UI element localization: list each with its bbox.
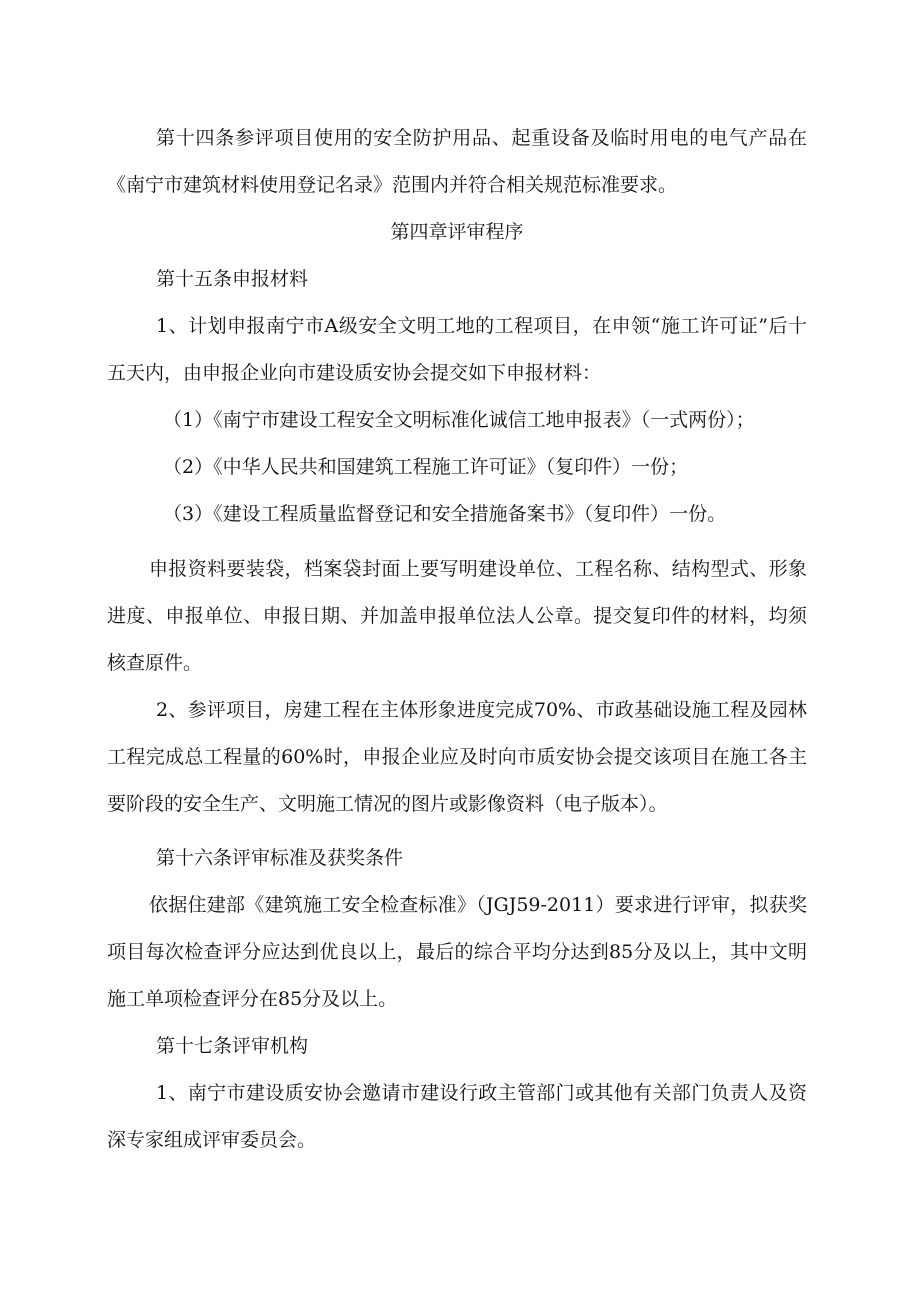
chapter-4-heading: 第四章评审程序	[390, 221, 524, 243]
article-16-heading: 第十六条评审标准及获奖条件	[156, 847, 404, 869]
article-15-heading: 第十五条申报材料	[156, 268, 309, 290]
article-15-clause-1: 1、计划申报南宁市A级安全文明工地的工程项目，在申领“施工许可证”后十五天内，由申报企业向市建设质安协会提交如下申报材料：	[107, 315, 807, 384]
article-17-clause-1: 1、南宁市建设质安协会邀请市建设行政主管部门或其他有关部门负责人及资深专家组成评审委员会。	[107, 1082, 807, 1151]
article-17-heading: 第十七条评审机构	[156, 1035, 309, 1057]
material-item-3: （3）《建设工程质量监督登记和安全措施备案书》（复印件）一份。	[163, 503, 727, 525]
material-item-1: （1）《南宁市建设工程安全文明标准化诚信工地申报表》（一式两份）；	[163, 409, 755, 431]
packaging-paragraph: 申报资料要装袋，档案袋封面上要写明建设单位、工程名称、结构型式、形象进度、申报单位、申报日期、并加盖申报单位法人公章。提交复印件的材料，均须核查原件。	[107, 558, 807, 674]
article-14-paragraph: 第十四条参评项目使用的安全防护用品、起重设备及临时用电的电气产品在《南宁市建筑材料使用登记名录》范围内并符合相关规范标准要求。	[107, 127, 807, 196]
criteria-paragraph: 依据住建部《建筑施工安全检查标准》（JGJ59-2011）要求进行评审，拟获奖项目每次检查评分应达到优良以上，最后的综合平均分达到85分及以上，其中文明施工单项检查评分在85分及以上。	[107, 894, 807, 1010]
article-15-clause-2: 2、参评项目，房建工程在主体形象进度完成70%、市政基础设施工程及园林工程完成总工程量的60%时，申报企业应及时向市质安协会提交该项目在施工各主要阶段的安全生产、文明施工情况的图片或影像资料（电子版本）。	[107, 699, 807, 815]
material-item-2: （2）《中华人民共和国建筑工程施工许可证》（复印件）一份；	[163, 456, 689, 478]
